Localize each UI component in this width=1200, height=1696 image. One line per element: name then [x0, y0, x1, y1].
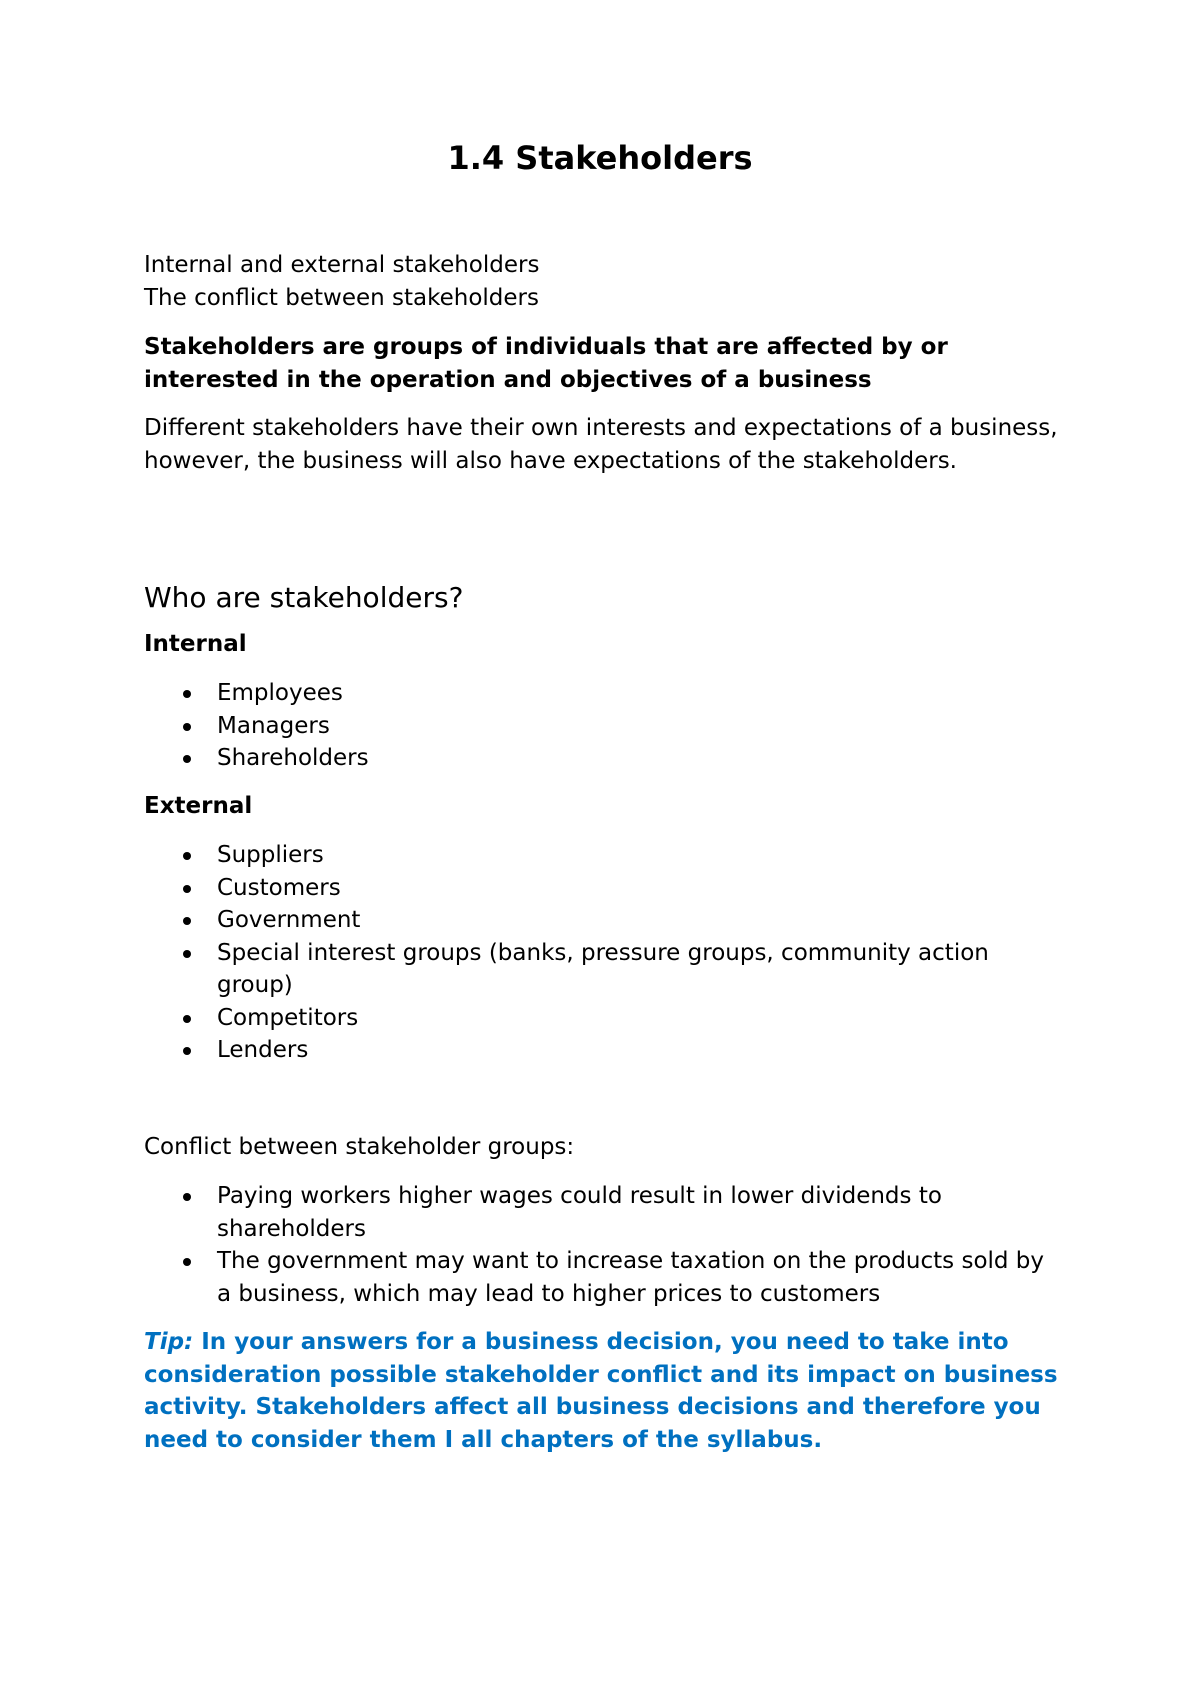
bullet-icon [183, 690, 191, 698]
definition-paragraph: Stakeholders are groups of individuals that are affected by or interested in the operation and objectives of a business [144, 334, 948, 393]
list-item [144, 937, 1064, 1002]
page-title: 1.4 Stakeholders [447, 139, 753, 177]
topic-list [144, 249, 1064, 314]
list-item-text: Shareholders [217, 745, 369, 771]
bullet-icon [183, 917, 191, 925]
list-item-text: Special interest groups (banks, pressure groups, community action group) [217, 939, 989, 998]
conflict-list [144, 1180, 1064, 1310]
list-item [144, 1245, 1064, 1310]
topic-item: The conflict between stakeholders [144, 284, 539, 311]
list-item-text: Paying workers higher wages could result in lower dividends to shareholders [217, 1183, 942, 1242]
tip-text: In your answers for a business decision, you need to take into consideration possible stakeholder conflict and its impact on business activity. Stakeholders affect all business decisions and therefore you need to consider them I all chapters of the syllabus. [144, 1329, 1058, 1453]
bullet-icon [183, 755, 191, 763]
list-item-text: The government may want to increase taxation on the products sold by a business, which may lead to higher prices to customers [217, 1248, 1045, 1307]
intro-paragraph: Different stakeholders have their own interests and expectations of a business, however, the business will also have expectations of the stakeholders. [144, 415, 1058, 474]
list-item [144, 1002, 1064, 1035]
list-item [144, 677, 1064, 710]
list-item [144, 1180, 1064, 1245]
bullet-icon [183, 852, 191, 860]
who-heading: Who are stakeholders? [144, 581, 464, 614]
bullet-icon [183, 1193, 191, 1201]
list-item [144, 904, 1064, 937]
list-item-text: Government [217, 907, 361, 933]
list-item [144, 710, 1064, 743]
list-item [144, 1034, 1064, 1067]
list-item [144, 742, 1064, 775]
list-item-text: Competitors [217, 1004, 359, 1031]
topic-item: Internal and external stakeholders [144, 252, 540, 278]
bullet-icon [183, 1258, 191, 1266]
list-item-text: Customers [217, 874, 341, 901]
bullet-icon [183, 1047, 191, 1055]
list-item [144, 872, 1064, 905]
external-heading: External [144, 793, 253, 819]
bullet-icon [183, 885, 191, 893]
list-item-text: Suppliers [217, 842, 324, 868]
list-item-text: Employees [217, 680, 343, 706]
bullet-icon [183, 950, 191, 958]
tip-label: Tip: [144, 1329, 194, 1355]
internal-list [144, 677, 1064, 775]
bullet-icon [183, 1015, 191, 1023]
internal-heading: Internal [144, 631, 247, 657]
list-item-text: Lenders [217, 1037, 309, 1063]
list-item [144, 839, 1064, 872]
conflict-heading: Conflict between stakeholder groups: [144, 1134, 575, 1160]
tip-paragraph [144, 1326, 1074, 1456]
list-item-text: Managers [217, 712, 330, 739]
external-list [144, 839, 1064, 1067]
bullet-icon [183, 723, 191, 731]
